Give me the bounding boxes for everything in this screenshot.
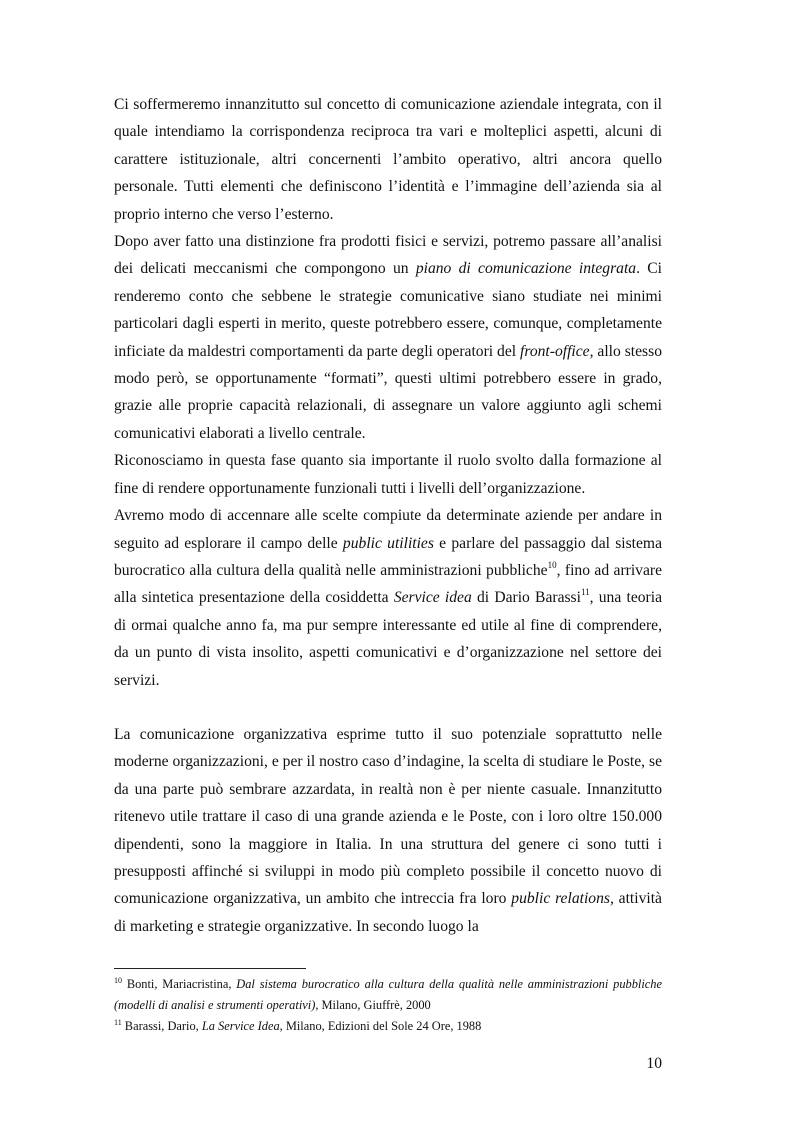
footnote-number-10: 10 <box>114 976 122 985</box>
paragraph-2 <box>114 228 662 447</box>
paragraph-4 <box>114 502 662 694</box>
italic-phrase-front-office: front-office <box>520 342 590 360</box>
footnote-11 <box>114 1016 662 1037</box>
paragraph-4-text-d: , fino ad arrivare alla sintetica presentazione della cosiddetta <box>114 561 663 607</box>
paragraph-2-text-a: Dopo aver fatto una distinzione fra prodotti fisici e servizi, potremo passare all’analisi dei delicati meccanismi che compongono un <box>114 233 662 278</box>
paragraph-3: Riconosciamo in questa fase quanto sia importante il ruolo svolto dalla formazione al fine di rendere opportunamente funzionali tutti i livelli dell’organizzazione. <box>114 452 662 497</box>
footnote-10 <box>114 974 662 1016</box>
footnote-10-title: Dal sistema burocratico alla cultura della qualità nelle amministrazioni pubbliche (modelli di analisi e strumenti operativi) <box>114 977 662 1012</box>
page-body <box>114 91 662 940</box>
paragraph-2-text-c: . Ci renderemo conto che sebbene le strategie comunicative siano studiate nei minimi particolari dagli esperti in merito, queste potrebbero essere, comunque, completamente inficiate da maldestri comportamenti da parte degli operatori del <box>114 260 663 360</box>
italic-phrase-public-relations: public relations <box>511 890 610 908</box>
paragraph-5-text-c: , attività di marketing e strategie organizzative. In secondo luogo la <box>114 890 662 935</box>
footnote-10-author: Bonti, Mariacristina, <box>122 977 237 991</box>
footnote-11-author: Barassi, Dario, <box>121 1019 202 1033</box>
paragraph-4-text-a: Avremo modo di accennare alle scelte compiute da determinate aziende per andare in seguito ad esplorare il campo delle <box>114 507 662 552</box>
footnotes <box>114 974 662 1037</box>
paragraph-5 <box>114 721 662 940</box>
footnote-number-11: 11 <box>114 1018 122 1027</box>
footnote-11-title: La Service Idea <box>201 1019 280 1033</box>
paragraph-2-text-e: , allo stesso modo però, se opportunamente “formati”, questi ultimi potrebbero essere in grado, grazie alle proprie capacità relazionali, di assegnare un valore aggiunto agli schemi comunicativi elaborati a livello centrale. <box>114 342 662 442</box>
paragraph-5-text-a: La comunicazione organizzativa esprime tutto il suo potenziale soprattutto nelle moderne organizzazioni, e per il nostro caso d’indagine, la scelta di studiare le Poste, se da una parte può sembrare azzardata, in realtà non è per niente casuale. Innanzitutto ritenevo utile trattare il caso di una grande azienda e le Poste, con i loro oltre 150.000 dipendenti, sono la maggiore in Italia. In una struttura del genere ci sono tutti i presupposti affinché si sviluppi in modo più completo possibile il concetto nuovo di comunicazione organizzativa, un ambito che intreccia fra loro <box>114 725 662 908</box>
paragraph-1: Ci soffermeremo innanzitutto sul concetto di comunicazione aziendale integrata, con il quale intendiamo la corrispondenza reciproca tra vari e molteplici aspetti, alcuni di carattere istituzionale, altri concernenti l’ambito operativo, altri ancora quello personale. Tutti elementi che definiscono l’identità e l’immagine dell’azienda sia al proprio interno che verso l’esterno. <box>114 96 662 223</box>
paragraph-4-text-f: di Dario Barassi <box>471 589 581 607</box>
footnote-11-publisher: , Milano, Edizioni del Sole 24 Ore, 1988 <box>279 1019 482 1033</box>
footnote-ref-11: 11 <box>580 587 590 598</box>
italic-phrase-piano-di-comunicazione: piano di comunicazione integrata <box>415 260 637 278</box>
italic-phrase-public-utilities: public utilities <box>342 534 434 552</box>
footnote-10-publisher: , Milano, Giuffrè, 2000 <box>315 998 431 1012</box>
paragraph-4-text-g: , una teoria di ormai qualche anno fa, ma pur sempre interessante ed utile al fine di comprendere, da un punto di vista insolito, aspetti comunicativi e d’organizzazione nel settore dei servizi. <box>114 589 662 689</box>
paragraph-4-text-c: e parlare del passaggio dal sistema burocratico alla cultura della qualità nelle amministrazioni pubbliche <box>114 534 662 579</box>
footnote-separator <box>114 968 306 969</box>
italic-phrase-service-idea: Service idea <box>393 589 472 607</box>
page-number: 10 <box>646 1055 662 1072</box>
footnote-ref-10: 10 <box>547 559 557 570</box>
